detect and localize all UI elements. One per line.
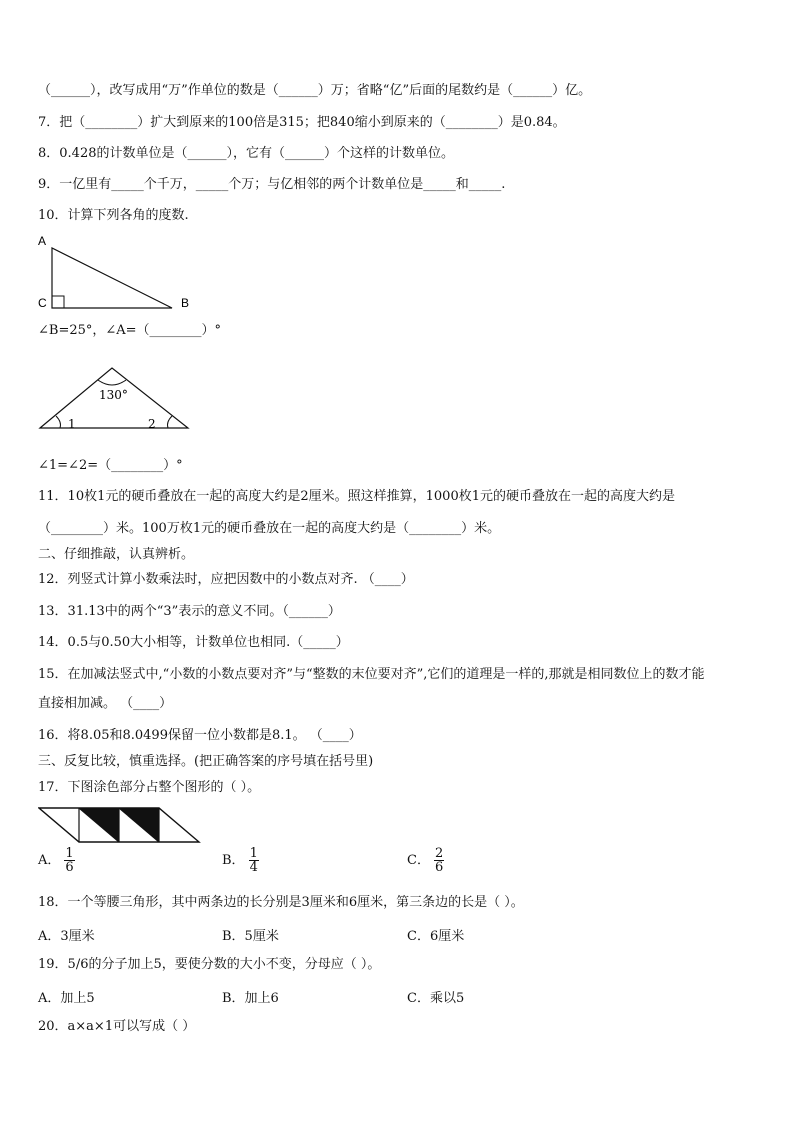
angle-1-label: 1 bbox=[68, 417, 76, 431]
question-11-line1: 11．10枚1元的硬币叠放在一起的高度大约是2厘米。照这样推算，1000枚1元的硬币叠放在一起的高度大约是 bbox=[38, 489, 675, 504]
q19-option-a[interactable]: A．加上5 bbox=[38, 991, 95, 1006]
question-11-line2: （________）米。100万枚1元的硬币叠放在一起的高度大约是（________）米。 bbox=[38, 521, 501, 536]
q17-option-c[interactable]: C． $\frac{2}{6}$ bbox=[407, 846, 444, 875]
apex-angle-arc bbox=[98, 380, 126, 385]
angle-2-arc bbox=[168, 416, 173, 428]
question-8: 8．0.428的计数单位是（______），它有（______）个这样的计数单位。 bbox=[38, 146, 454, 161]
question-19: 19．5/6的分子加上5，要使分数的大小不变，分母应（ ）。 bbox=[38, 957, 381, 972]
apex-angle-label: 130° bbox=[99, 388, 128, 402]
obtuse-triangle-figure bbox=[36, 360, 196, 436]
fraction: $\frac{1}{4}$ bbox=[249, 846, 258, 875]
label-b: B bbox=[181, 296, 190, 310]
q18-option-c[interactable]: C．6厘米 bbox=[407, 929, 465, 944]
section-3-heading: 三、反复比较，慎重选择。(把正确答案的序号填在括号里) bbox=[38, 754, 374, 769]
question-15-line2: 直接相加减。 （____） bbox=[38, 696, 173, 711]
q17-option-b[interactable]: B． $\frac{1}{4}$ bbox=[222, 846, 258, 875]
question-10b: ∠1=∠2=（________）° bbox=[38, 458, 183, 473]
question-18: 18．一个等腰三角形，其中两条边的长分别是3厘米和6厘米，第三条边的长是（ ）。 bbox=[38, 895, 524, 910]
label-c: C bbox=[38, 296, 47, 310]
fraction: $\frac{2}{6}$ bbox=[434, 846, 444, 875]
right-triangle-shape bbox=[52, 248, 172, 308]
label-a: A bbox=[38, 234, 47, 248]
question-10a: ∠B=25°，∠A=（________）° bbox=[38, 323, 222, 338]
q19-option-c[interactable]: C．乘以5 bbox=[407, 991, 465, 1006]
question-7: 7．把（________）扩大到原来的100倍是315；把840缩小到原来的（________）是0.84。 bbox=[38, 115, 566, 130]
right-triangle-figure bbox=[30, 232, 200, 312]
question-12: 12．列竖式计算小数乘法时，应把因数中的小数点对齐. （____） bbox=[38, 572, 414, 587]
q18-option-b[interactable]: B．5厘米 bbox=[222, 929, 279, 944]
question-16: 16．将8.05和8.0499保留一位小数都是8.1。 （____） bbox=[38, 728, 362, 743]
angle-1-arc bbox=[56, 416, 61, 428]
shaded-parallelogram-figure bbox=[38, 806, 204, 844]
question-10: 10．计算下列各角的度数. bbox=[38, 208, 189, 223]
fraction: $\frac{1}{6}$ bbox=[65, 846, 74, 875]
q18-option-a[interactable]: A．3厘米 bbox=[38, 929, 95, 944]
angle-2-label: 2 bbox=[148, 417, 156, 431]
question-17: 17．下图涂色部分占整个图形的（ ）。 bbox=[38, 780, 261, 795]
question-13: 13．31.13中的两个“3”表示的意义不同。（______） bbox=[38, 604, 341, 619]
question-14: 14．0.5与0.50大小相等，计数单位也相同.（_____） bbox=[38, 635, 349, 650]
question-9: 9．一亿里有_____个千万，_____个万；与亿相邻的两个计数单位是_____和_____. bbox=[38, 177, 506, 192]
q6-continuation: （______），改写成用“万”作单位的数是（______）万；省略“亿”后面的尾数约是（______）亿。 bbox=[38, 83, 592, 98]
section-2-heading: 二、仔细推敲，认真辨析。 bbox=[38, 547, 195, 562]
q19-option-b[interactable]: B．加上6 bbox=[222, 991, 279, 1006]
question-15-line1: 15．在加减法竖式中,“小数的小数点要对齐”与“整数的末位要对齐”,它们的道理是一样的,那就是相同数位上的数才能 bbox=[38, 667, 705, 682]
question-20: 20．a×a×1可以写成（ ） bbox=[38, 1019, 196, 1034]
right-angle-mark bbox=[52, 296, 64, 308]
q17-option-a[interactable]: A． $\frac{1}{6}$ bbox=[38, 846, 74, 875]
